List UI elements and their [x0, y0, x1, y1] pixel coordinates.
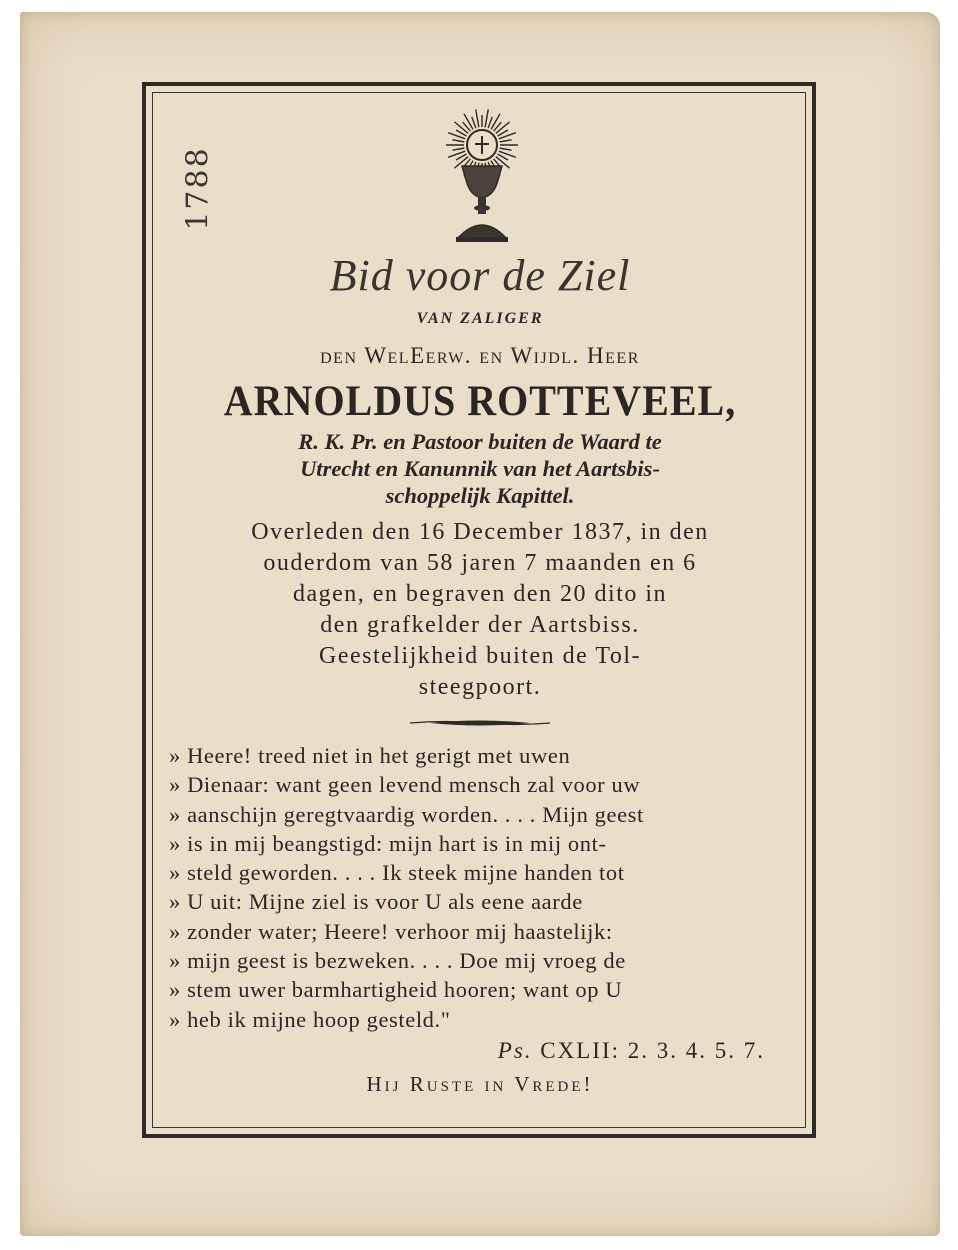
verse-line: » is in mij beangstigd: mijn hart is in mij ont- — [169, 830, 607, 856]
death-line: Geestelijkheid buiten de Tol- — [319, 643, 641, 669]
death-line: Overleden den 16 December 1837, in den — [251, 519, 709, 545]
scripture-reference — [165, 1036, 795, 1066]
card-subtitle: VAN ZALIGER — [416, 310, 544, 327]
card-title: Bid voor de Ziel — [329, 251, 631, 300]
psalm-verse — [165, 741, 795, 1034]
honorific-line: den WelEerw. en Wijdl. Heer — [320, 343, 640, 368]
verse-line: » aanschijn geregtvaardig worden. . . . Mijn geest — [169, 801, 644, 827]
handwritten-annotation — [168, 128, 228, 248]
death-line: steegpoort. — [418, 674, 542, 700]
deceased-name: ARNOLDUS ROTTEVEEL, — [223, 376, 737, 425]
verse-line: » mijn geest is bezweken. . . . Doe mij vroeg de — [169, 948, 626, 974]
reference-verse: CXLII: 2. 3. 4. 5. 7. — [540, 1037, 765, 1063]
annotation-number: 1788 — [180, 145, 216, 231]
role-line: R. K. Pr. en Pastoor buiten de Waard te — [298, 429, 662, 454]
death-block — [165, 517, 795, 703]
death-line: dagen, en begraven den 20 dito in — [292, 581, 668, 607]
verse-line: » U uit: Mijne ziel is voor U als eene aarde — [169, 889, 583, 915]
divider-ornament — [410, 719, 550, 727]
role-block — [165, 428, 795, 509]
verse-line: » stem uwer barmhartigheid hooren; want op U — [169, 977, 623, 1003]
reference-book: Ps. — [497, 1037, 533, 1063]
closing-line: Hij Ruste in Vrede! — [366, 1071, 594, 1096]
memorial-text — [165, 248, 795, 1100]
role-line: Utrecht en Kanunnik van het Aartsbis- — [300, 456, 660, 481]
verse-line: » Dienaar: want geen levend mensch zal voor uw — [169, 772, 641, 798]
verse-line: » heb ik mijne hoop gesteld." — [169, 1006, 451, 1032]
death-line: den grafkelder der Aartsbiss. — [320, 612, 640, 638]
verse-line: » steld geworden. . . . Ik steek mijne handen tot — [169, 860, 625, 886]
chalice-host-icon — [432, 100, 532, 250]
role-line: schoppelijk Kapittel. — [385, 483, 575, 508]
death-line: ouderdom van 58 jaren 7 maanden en 6 — [263, 550, 697, 576]
verse-line: » Heere! treed niet in het gerigt met uwen — [169, 743, 571, 768]
verse-line: » zonder water; Heere! verhoor mij haastelijk: — [169, 918, 613, 944]
